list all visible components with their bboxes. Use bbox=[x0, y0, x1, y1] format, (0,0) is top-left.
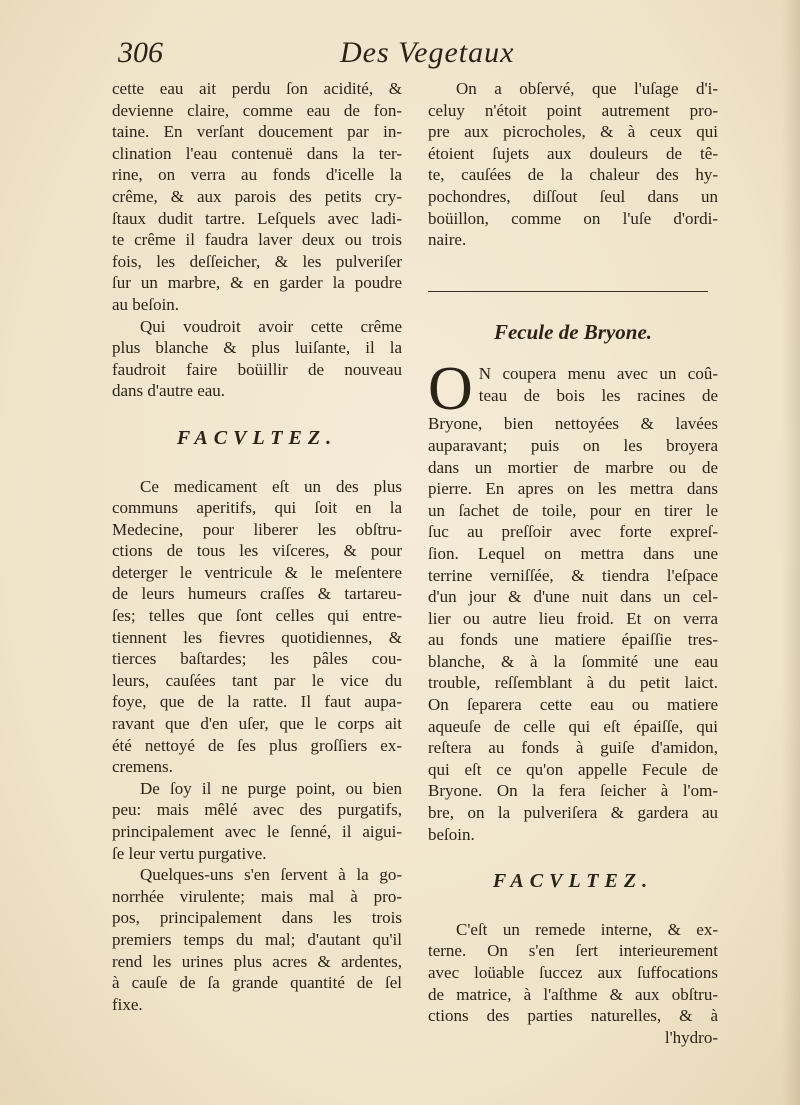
text-line: fixe. bbox=[112, 994, 143, 1014]
text-line: C'eſt un remede interne, & ex- bbox=[456, 919, 718, 939]
section-heading-facultez: FACVLTEZ. bbox=[492, 870, 654, 893]
text-line: terrine verniſſée, & tiendra l'eſpace bbox=[428, 565, 718, 585]
text-line: rine, on verra au fonds d'icelle la bbox=[112, 165, 402, 185]
text-line: dans d'autre eau. bbox=[112, 381, 226, 401]
text-line: au fonds une matiere épaiſſie tres- bbox=[428, 630, 718, 650]
text-line: principalement avec le ſenné, il aigui- bbox=[112, 822, 402, 841]
left-column bbox=[112, 78, 402, 1015]
text-line: reſtera au fonds à guiſe d'amidon, bbox=[428, 738, 718, 758]
text-line: On a obſervé, que l'uſage d'i- bbox=[456, 79, 718, 98]
text-line: ſe leur vertu purgative. bbox=[112, 843, 267, 863]
page-edge-shadow bbox=[782, 0, 800, 1105]
left-paragraph-5 bbox=[112, 864, 402, 1015]
text-line: Quelques-uns s'en ſervent à la go- bbox=[140, 865, 402, 885]
text-line: beſoin. bbox=[428, 824, 475, 844]
text-line: cette eau ait perdu ſon acidité, & bbox=[112, 79, 402, 98]
text-line: clination l'eau contenuë dans la ter- bbox=[112, 143, 402, 163]
text-line: Ce medicament eſt un des plus bbox=[140, 476, 402, 496]
text-line: de matrice, à l'aſthme & aux obſtru- bbox=[428, 984, 718, 1004]
text-line: De ſoy il ne purge point, ou bien bbox=[140, 778, 402, 798]
right-paragraph-2 bbox=[428, 413, 718, 845]
text-line: rend les urines plus acres & ardentes, bbox=[112, 951, 402, 971]
section-divider-rule bbox=[428, 291, 708, 292]
text-line: qui eſt ce qu'on appelle Fecule de bbox=[428, 759, 718, 779]
text-line: peu: mais mêlé avec des purgatifs, bbox=[112, 800, 402, 820]
text-line: tierces baſtardes; les pâles cou- bbox=[112, 649, 402, 669]
text-line: norrhée virulente; mais mal à pro- bbox=[112, 886, 402, 906]
text-line: leurs, cauſées tant par le vice du bbox=[112, 670, 402, 690]
text-line: l'hydro- bbox=[664, 1027, 718, 1047]
text-line: au beſoin. bbox=[112, 294, 180, 314]
left-paragraph-2 bbox=[112, 316, 402, 402]
section-heading-facultez: FACVLTEZ. bbox=[176, 426, 338, 449]
text-line: à cauſe de ſa grande quantité de ſel bbox=[112, 973, 402, 993]
text-line: teau de bois les racines de bbox=[478, 385, 718, 405]
text-line: ravant que d'en uſer, que le corps ait bbox=[112, 714, 402, 734]
text-line: Qui voudroit avoir cette crême bbox=[140, 316, 402, 336]
page-header bbox=[112, 36, 712, 76]
running-title: Des Vegetaux bbox=[340, 36, 515, 69]
text-line: premiers temps du mal; d'autant qu'il bbox=[112, 929, 402, 949]
text-line: cremens. bbox=[112, 757, 173, 777]
text-line: boüillon, comme on l'uſe d'ordi- bbox=[428, 208, 718, 228]
text-line: faudroit faire boüillir de nouveau bbox=[112, 359, 402, 379]
text-line: ctions des parties naturelles, & à bbox=[428, 1006, 718, 1026]
text-line: plus blanche & plus luiſante, il la bbox=[112, 338, 402, 358]
text-line: te, cauſées de la chaleur des hy- bbox=[428, 165, 718, 185]
text-line: foye, que de la ratte. Il faut aupa- bbox=[112, 692, 402, 712]
text-line: bre, on la pulveriſera & gardera au bbox=[428, 803, 718, 823]
text-line: un ſachet de toile, pour en tirer le bbox=[428, 500, 718, 520]
left-paragraph-1 bbox=[112, 78, 402, 316]
text-line: auparavant; puis on les broyera bbox=[428, 435, 718, 455]
text-line: pos, principalement dans les trois bbox=[112, 908, 402, 928]
text-line: étoient ſujets aux douleurs de tê- bbox=[428, 143, 718, 163]
text-line: fois, les deſſeicher, & les pulveriſer bbox=[112, 251, 402, 271]
text-line: blanche, & à la ſommité une eau bbox=[428, 651, 718, 671]
text-line: d'un jour & d'une nuit dans un cel- bbox=[428, 587, 718, 607]
text-line: aqueuſe de celle qui eſt épaiſſe, qui bbox=[428, 716, 718, 736]
text-line: taine. En verſant doucement par in- bbox=[112, 122, 402, 142]
section-title-fecule-de-bryone: Fecule de Bryone. bbox=[493, 319, 653, 344]
text-line: été nettoyé de ſes plus groſſiers ex- bbox=[112, 735, 402, 755]
text-line: ſuc au preſſoir avec forte expreſ- bbox=[428, 522, 718, 542]
text-line: pierre. En apres on les mettra dans bbox=[428, 479, 718, 499]
right-column bbox=[428, 78, 718, 1048]
text-line: terne. On s'en ſert interieurement bbox=[428, 941, 718, 961]
text-line: pochondres, diſſout ſeul dans un bbox=[428, 186, 718, 206]
page-number: 306 bbox=[118, 36, 163, 69]
text-line: deterger le ventricule & le meſentere bbox=[112, 562, 402, 582]
text-line: ſur un marbre, & en garder la poudre bbox=[112, 273, 402, 293]
text-line: tiennent les fievres quotidiennes, & bbox=[112, 627, 402, 647]
right-paragraph-3 bbox=[428, 919, 718, 1049]
text-line: trouble, reſſemblant à du petit laict. bbox=[428, 673, 718, 693]
text-line: lier ou autre lieu froid. Et on verra bbox=[428, 608, 718, 628]
text-line: ſes; telles que ſont celles qui entre- bbox=[112, 606, 402, 626]
text-line: ſion. Lequel on mettra dans une bbox=[428, 543, 718, 563]
drop-cap-letter: O bbox=[428, 355, 473, 424]
right-paragraph-1 bbox=[428, 78, 718, 251]
text-line: naire. bbox=[428, 230, 467, 250]
left-paragraph-3 bbox=[112, 476, 402, 778]
text-line: On ſeparera cette eau ou matiere bbox=[428, 695, 718, 715]
text-line: Bryone. On la fera ſeicher à l'om- bbox=[428, 781, 718, 801]
text-line: Bryone, bien nettoyées & lavées bbox=[428, 414, 718, 434]
text-line: dans un mortier de marbre ou de bbox=[428, 457, 718, 477]
text-line: pre aux picrocholes, & à ceux qui bbox=[428, 122, 718, 142]
text-line: Medecine, pour liberer les obſtru- bbox=[112, 519, 402, 539]
text-line: te crême il faudra laver deux ou trois bbox=[112, 230, 402, 250]
text-line: ſtaux dudit tartre. Leſquels avec ladi- bbox=[112, 208, 402, 228]
left-paragraph-4 bbox=[112, 778, 402, 864]
text-line: communs aperitifs, qui ſoit en la bbox=[112, 498, 402, 518]
text-line: avec loüable ſuccez aux ſuffocations bbox=[428, 963, 718, 982]
text-line: crême, & aux parois des petits cry- bbox=[112, 186, 402, 206]
text-line: de leurs humeurs craſſes & tartareu- bbox=[112, 584, 402, 604]
text-line: N coupera menu avec un coû- bbox=[478, 364, 718, 384]
text-line: devienne claire, comme eau de fon- bbox=[112, 100, 402, 120]
text-line: ctions de tous les viſceres, & pour bbox=[112, 541, 402, 561]
text-line: celuy n'étoit point autrement pro- bbox=[428, 100, 718, 120]
